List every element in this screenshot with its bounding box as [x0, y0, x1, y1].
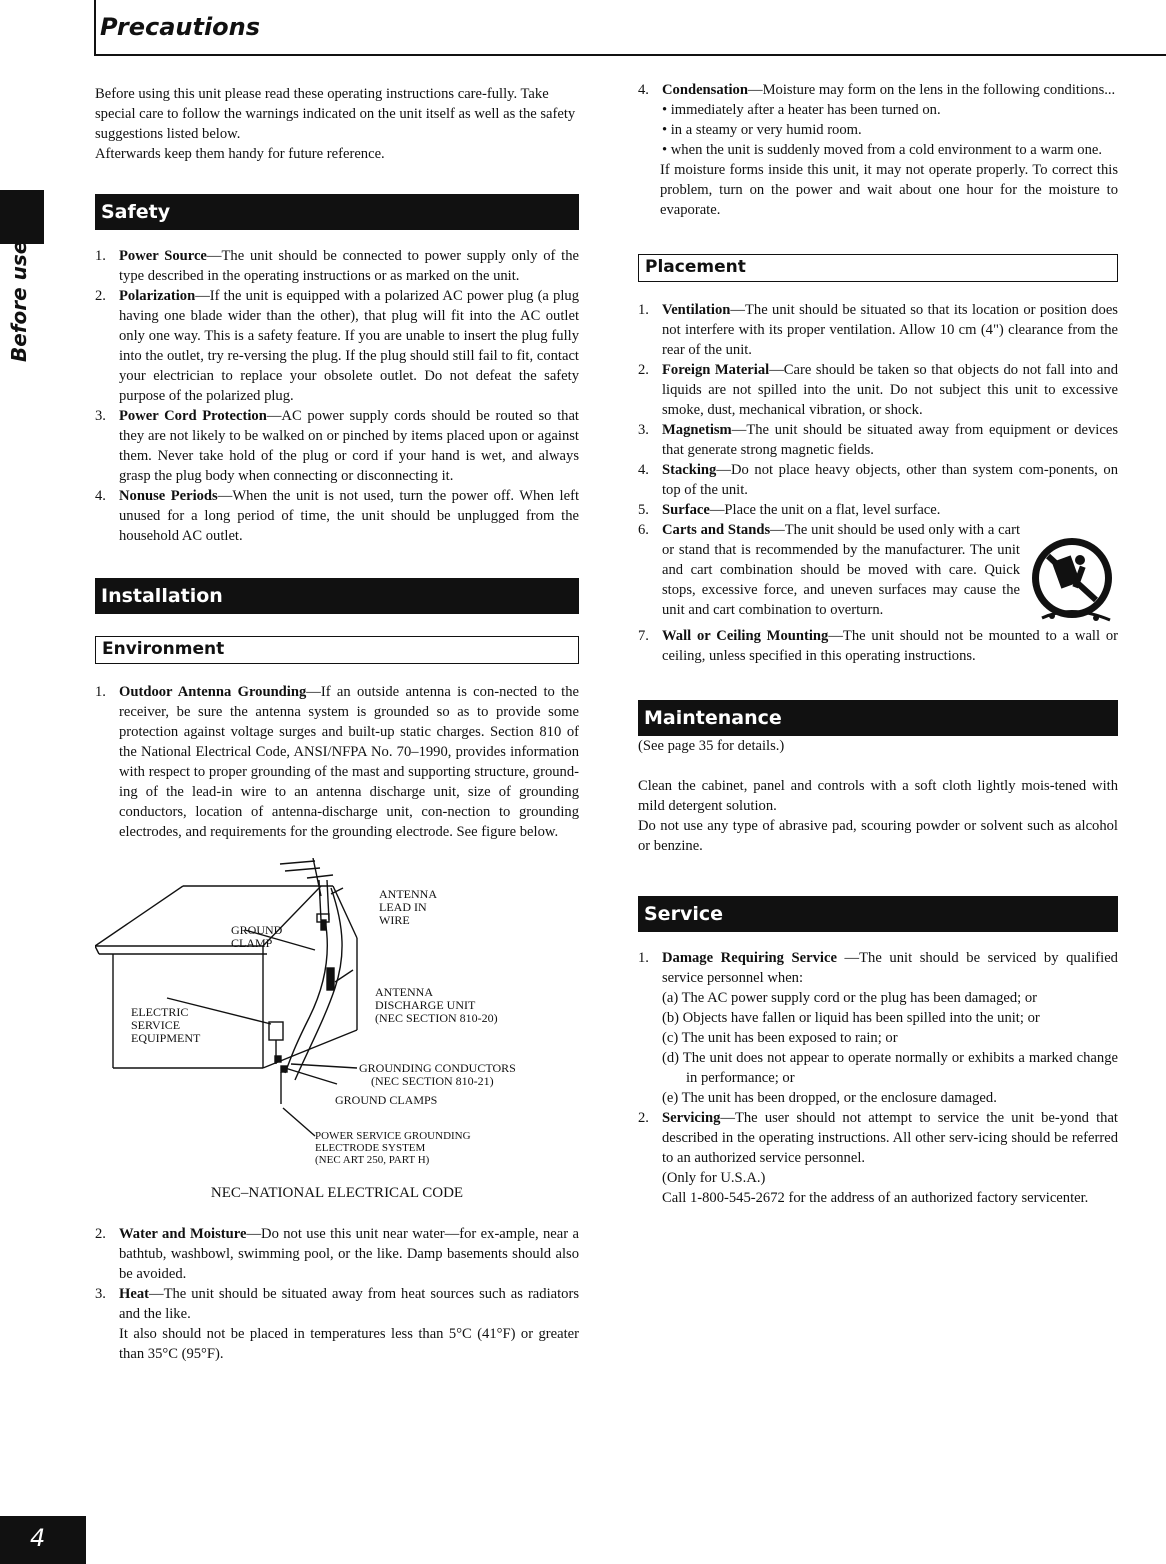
- item-term: Servicing: [662, 1110, 721, 1126]
- label-power-service-grounding: POWER SERVICE GROUNDING ELECTRODE SYSTEM (NEC ART 250, PART H): [315, 1130, 471, 1166]
- label-ground-clamps: GROUND CLAMPS: [335, 1093, 438, 1107]
- service-sub-item: (b) Objects have fallen or liquid has been spilled into the unit; or: [662, 1010, 1040, 1026]
- page-title: Precautions: [100, 13, 261, 41]
- environment-list: [95, 682, 579, 842]
- condensation-bullet: • immediately after a heater has been turned on.: [662, 102, 941, 118]
- item-term: Outdoor Antenna Grounding: [119, 684, 307, 700]
- item-number: 4.: [638, 462, 649, 478]
- item-text: —The unit should be situated away from heat sources such as radiators and the like.: [119, 1286, 579, 1322]
- item-number: 3.: [638, 422, 649, 438]
- item-text: —Care should be taken so that objects do not fall into and liquids are not spilled into the unit. Do not subject this unit to excessive smoke, dust, mechanical vibration, or shock.: [662, 362, 1119, 418]
- service-call-info: Call 1-800-545-2672 for the address of an authorized factory servicenter.: [662, 1190, 1089, 1206]
- item-number: 2.: [638, 362, 649, 378]
- placement-list: [638, 300, 1118, 666]
- page-number: 4: [30, 1524, 46, 1552]
- item-number: 1.: [95, 684, 106, 700]
- item-term: Stacking: [662, 462, 717, 478]
- item-text: —The unit should be connected to power supply only of the type described in the operating instructions or as marked on the unit.: [119, 248, 579, 284]
- item-term: Water and Moisture: [119, 1226, 247, 1242]
- label-grounding-conductors: GROUNDING CONDUCTORS (NEC SECTION 810-21): [359, 1061, 516, 1088]
- item-text: —The unit should be situated away from equipment or devices that generate strong magnetic fields.: [662, 422, 1118, 458]
- item-term: Condensation: [662, 82, 748, 98]
- item-term: Nonuse Periods: [119, 488, 218, 504]
- service-sub-item: (d) The unit does not appear to operate normally or exhibits a marked change in performance; or: [662, 1050, 1118, 1086]
- condensation-note: If moisture forms inside this unit, it may not operate properly. To correct this problem, turn on the power and wait about one hour for the moisture to evaporate.: [660, 162, 1118, 218]
- item-text: —Do not use this unit near water—for ex-ample, near a bathtub, washbowl, swimming pool, or the like. Damp basements should also be avoided.: [119, 1226, 579, 1282]
- item-number: 2.: [95, 1226, 106, 1242]
- service-sub-item: (a) The AC power supply cord or the plug has been damaged; or: [662, 990, 1038, 1006]
- item-number: 1.: [638, 950, 649, 966]
- item-term: Power Source: [119, 248, 207, 264]
- condensation-bullet: • in a steamy or very humid room.: [662, 122, 862, 138]
- service-sub-item: (c) The unit has been exposed to rain; or: [662, 1030, 898, 1046]
- item-text: —The unit should be used only with a cart or stand that is recommended by the manufacturer. The unit and cart combination should be moved with care. Quick stops, excessive force, and uneven surfaces may cause the unit and cart combination to overturn.: [662, 522, 1020, 618]
- item-text: —Do not place heavy objects, other than system com-ponents, on top of the unit.: [662, 462, 1118, 498]
- list-item: [638, 1108, 1118, 1208]
- item-text: —The user should not attempt to service the unit be-yond that described in the operating instructions. All other serv-icing should be referred to an authorized service personnel.: [662, 1110, 1118, 1166]
- header-rule-vertical: [94, 0, 96, 56]
- item-number: 1.: [638, 302, 649, 318]
- item-term: Polarization: [119, 288, 196, 304]
- item-text: —Moisture may form on the lens in the following conditions...: [747, 82, 1116, 98]
- diagram-caption: NEC–NATIONAL ELECTRICAL CODE: [210, 1185, 464, 1201]
- list-item: [638, 360, 1118, 420]
- list-item: [95, 1284, 579, 1364]
- item-text: —The unit should be situated so that its location or position does not interfere with its proper ventilation. Allow 10 cm (4") clearance from the rear of the unit.: [662, 302, 1118, 358]
- item-term: Ventilation: [662, 302, 731, 318]
- list-item: [95, 1224, 579, 1284]
- label-electric-service: ELECTRIC SERVICE EQUIPMENT: [131, 1005, 201, 1045]
- item-number: 3.: [95, 408, 106, 424]
- list-item: [638, 948, 1118, 988]
- condensation-bullet: • when the unit is suddenly moved from a cold environment to a warm one.: [662, 142, 1102, 158]
- item-number: 7.: [638, 628, 649, 644]
- cart-tip-over-warning-icon: [1026, 534, 1118, 626]
- item-term: Heat: [119, 1286, 149, 1302]
- environment-list-continued: [95, 1224, 579, 1364]
- label-antenna-lead-in: ANTENNA LEAD IN WIRE: [379, 887, 437, 927]
- item-number: 5.: [638, 502, 649, 518]
- item-text: —If an outside antenna is con-nected to the receiver, be sure the antenna system is grounded so as to provide some protection against voltage surges and built-up static charges. Section 810 of the National Electrical Code, ANSI/NFPA No. 70–1990, provides information with respect to proper grounding of the mast and supporting structure, ground-ing of the lead-in wire to an antenna discharge unit, size of grounding conductors, location of antenna-discharge unit, con-nection to grounding electrodes, and requirements for the grounding electrode. See figure below.: [119, 684, 579, 840]
- list-item: [638, 460, 1118, 500]
- intro: [95, 84, 579, 164]
- list-item: [638, 80, 1118, 100]
- item-term: Wall or Ceiling Mounting: [662, 628, 829, 644]
- side-tab-label: Before use: [7, 240, 31, 362]
- item-term: Carts and Stands: [662, 522, 771, 538]
- maintenance-see-page: (See page 35 for details.): [638, 738, 785, 754]
- item-text: —If the unit is equipped with a polarized AC power plug (a plug having one blade wider than the other), that plug will fit into the AC outlet only one way. This is a safety feature. If you are unable to insert the plug fully into the outlet, try re-versing the plug. If the plug should still fail to fit, contact your electrician to replace your obsolete outlet. Do not defeat the safety purpose of the polarized plug.: [119, 288, 579, 404]
- section-banner-safety: Safety: [95, 194, 579, 230]
- antenna-grounding-diagram: [95, 858, 579, 1218]
- condensation-list: [638, 80, 1118, 100]
- right-column: [638, 80, 1118, 1208]
- list-item: [638, 520, 1118, 620]
- list-item: [638, 500, 1118, 520]
- item-text: —The unit should not be mounted to a wall or ceiling, unless specified in this operating instructions.: [662, 628, 1118, 664]
- item-number: 1.: [95, 248, 106, 264]
- item-term: Damage Requiring Service: [662, 950, 837, 966]
- subsection-heading-environment: Environment: [95, 636, 579, 664]
- item-text: —The unit should be serviced by qualified service personnel when:: [662, 950, 1118, 986]
- section-banner-installation: Installation: [95, 578, 579, 614]
- item-text: —Place the unit on a flat, level surface.: [709, 502, 941, 518]
- list-item: [638, 420, 1118, 460]
- subsection-heading-placement: Placement: [638, 254, 1118, 282]
- list-item: [95, 406, 579, 486]
- list-item: [95, 486, 579, 546]
- section-banner-service: Service: [638, 896, 1118, 932]
- item-term: Magnetism: [662, 422, 732, 438]
- service-list-continued: [638, 1108, 1118, 1208]
- safety-list: [95, 246, 579, 546]
- intro-paragraph: Before using this unit please read these operating instructions care-fully. Take special care to follow the warnings indicated on the unit itself as well as the safety suggestions listed below.: [95, 86, 576, 142]
- item-number: 4.: [638, 82, 649, 98]
- usa-note: (Only for U.S.A.): [662, 1170, 766, 1186]
- label-discharge-unit: ANTENNA DISCHARGE UNIT (NEC SECTION 810-20): [375, 985, 498, 1025]
- list-item: [95, 246, 579, 286]
- item-number: 4.: [95, 488, 106, 504]
- item-number: 6.: [638, 522, 649, 538]
- maintenance-paragraph: Do not use any type of abrasive pad, scouring powder or solvent such as alcohol or benzine.: [638, 818, 1118, 854]
- item-term: Surface: [662, 502, 710, 518]
- service-list: [638, 948, 1118, 988]
- item-extra-text: It also should not be placed in temperatures less than 5°C (41°F) or greater than 35°C (95°F).: [119, 1326, 579, 1362]
- section-banner-maintenance: Maintenance: [638, 700, 1118, 736]
- item-number: 2.: [95, 288, 106, 304]
- item-text: —When the unit is not used, turn the power off. When left unused for a long period of time, the unit should be unplugged from the household AC outlet.: [119, 488, 580, 544]
- label-ground-clamp: GROUND CLAMP: [231, 923, 283, 950]
- list-item: [638, 626, 1118, 666]
- list-item: [95, 682, 579, 842]
- intro-paragraph: Afterwards keep them handy for future reference.: [95, 146, 385, 162]
- item-term: Power Cord Protection: [119, 408, 267, 424]
- maintenance-paragraph: Clean the cabinet, panel and controls with a soft cloth lightly mois-tened with mild detergent solution.: [638, 778, 1118, 814]
- list-item: [95, 286, 579, 406]
- service-sub-item: (e) The unit has been dropped, or the enclosure damaged.: [662, 1090, 997, 1106]
- item-text: —AC power supply cords should be routed so that they are not likely to be walked on or pinched by items placed upon or against them. Never take hold of the plug or cord if your hand is wet, and always grasp the plug body when connecting or disconnecting it.: [119, 408, 579, 484]
- list-item: [638, 300, 1118, 360]
- item-term: Foreign Material: [662, 362, 770, 378]
- item-number: 2.: [638, 1110, 649, 1126]
- left-column: [95, 84, 579, 1364]
- item-number: 3.: [95, 1286, 106, 1302]
- header-rule-horizontal: [94, 54, 1166, 56]
